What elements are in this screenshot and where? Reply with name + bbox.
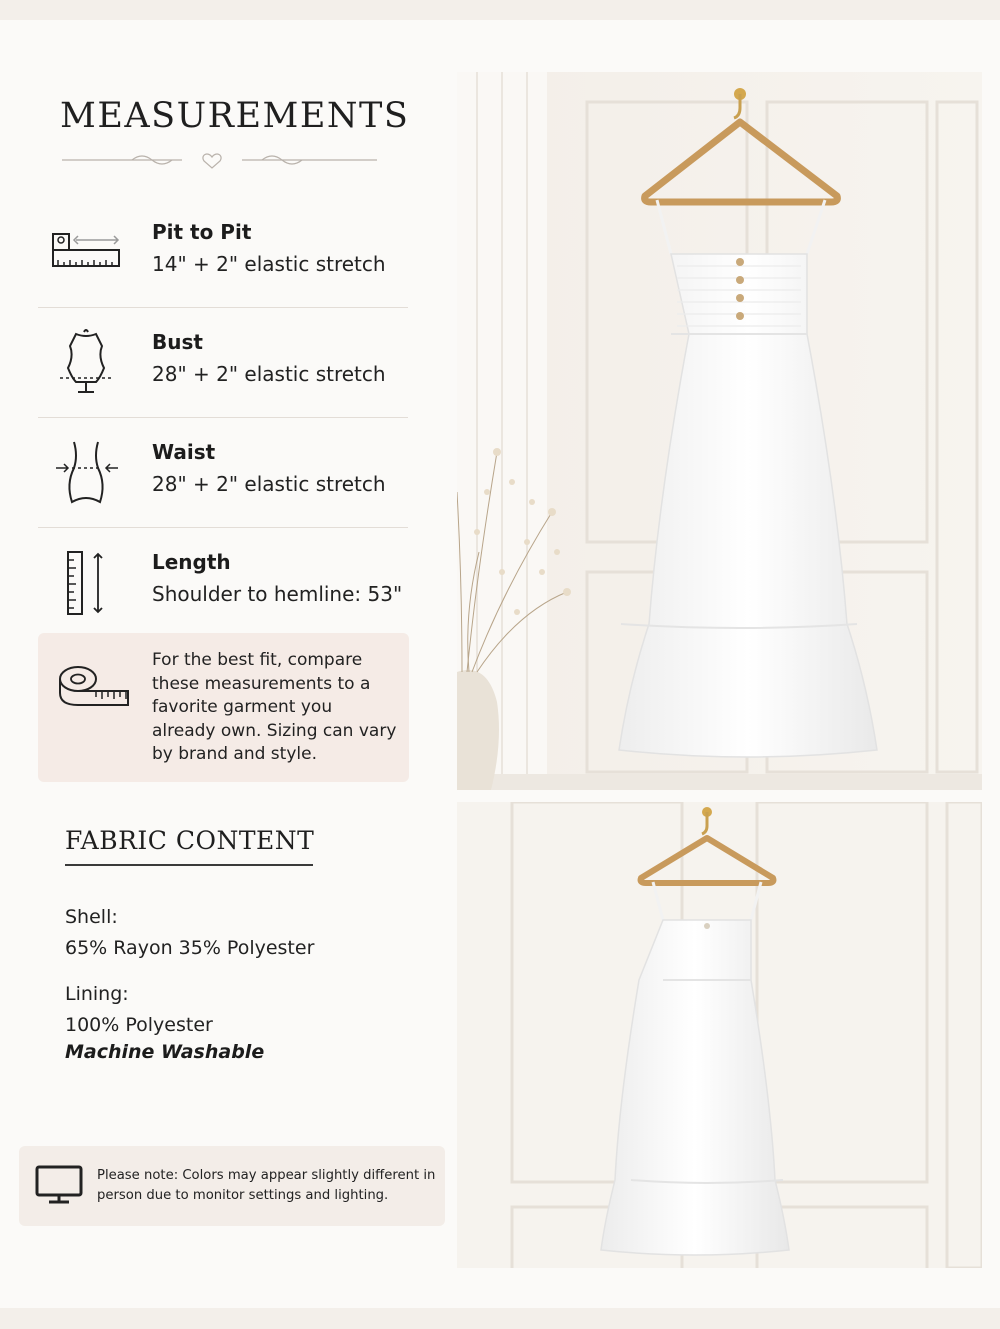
measurement-row-pit-to-pit: [38, 198, 408, 308]
measurement-label: Bust: [152, 330, 203, 354]
measurement-label: Pit to Pit: [152, 220, 252, 244]
fabric-heading-underline: [65, 864, 313, 866]
dress-photo-detail: [457, 802, 982, 1268]
color-note-box: [19, 1146, 445, 1226]
fit-tip-box: [38, 633, 409, 782]
measurement-value: Shoulder to hemline: 53": [152, 582, 403, 606]
monitor-icon: [35, 1165, 83, 1205]
fit-tip-text: For the best fit, compare these measurements to a favorite garment you already own. Sizing can vary by brand and style.: [152, 650, 397, 764]
ruler-tape-icon: [50, 216, 124, 290]
measuring-tape-icon: [56, 661, 132, 717]
flourish-divider: [62, 145, 377, 175]
vertical-ruler-icon: [50, 546, 124, 620]
measurement-row-length: [38, 528, 408, 638]
lining-label: Lining:: [65, 983, 129, 1005]
lining-value: 100% Polyester: [65, 1014, 213, 1036]
color-note-text: Please note: Colors may appear slightly different in person due to monitor settings and lighting.: [97, 1168, 436, 1203]
measurement-row-waist: [38, 418, 408, 528]
dress-photo-front: [457, 72, 982, 790]
shell-value: 65% Rayon 35% Polyester: [65, 937, 315, 959]
shell-label: Shell:: [65, 906, 118, 928]
measurement-value: 28" + 2" elastic stretch: [152, 472, 386, 496]
measurement-value: 14" + 2" elastic stretch: [152, 252, 386, 276]
waist-icon: [50, 436, 124, 510]
measurement-row-bust: [38, 308, 408, 418]
dress-form-icon: [50, 326, 124, 400]
care-instructions: Machine Washable: [65, 1041, 265, 1063]
measurements-heading: MEASUREMENTS: [60, 96, 410, 136]
measurement-value: 28" + 2" elastic stretch: [152, 362, 386, 386]
measurement-label: Length: [152, 550, 231, 574]
measurement-label: Waist: [152, 440, 216, 464]
fabric-heading: FABRIC CONTENT: [65, 826, 315, 855]
